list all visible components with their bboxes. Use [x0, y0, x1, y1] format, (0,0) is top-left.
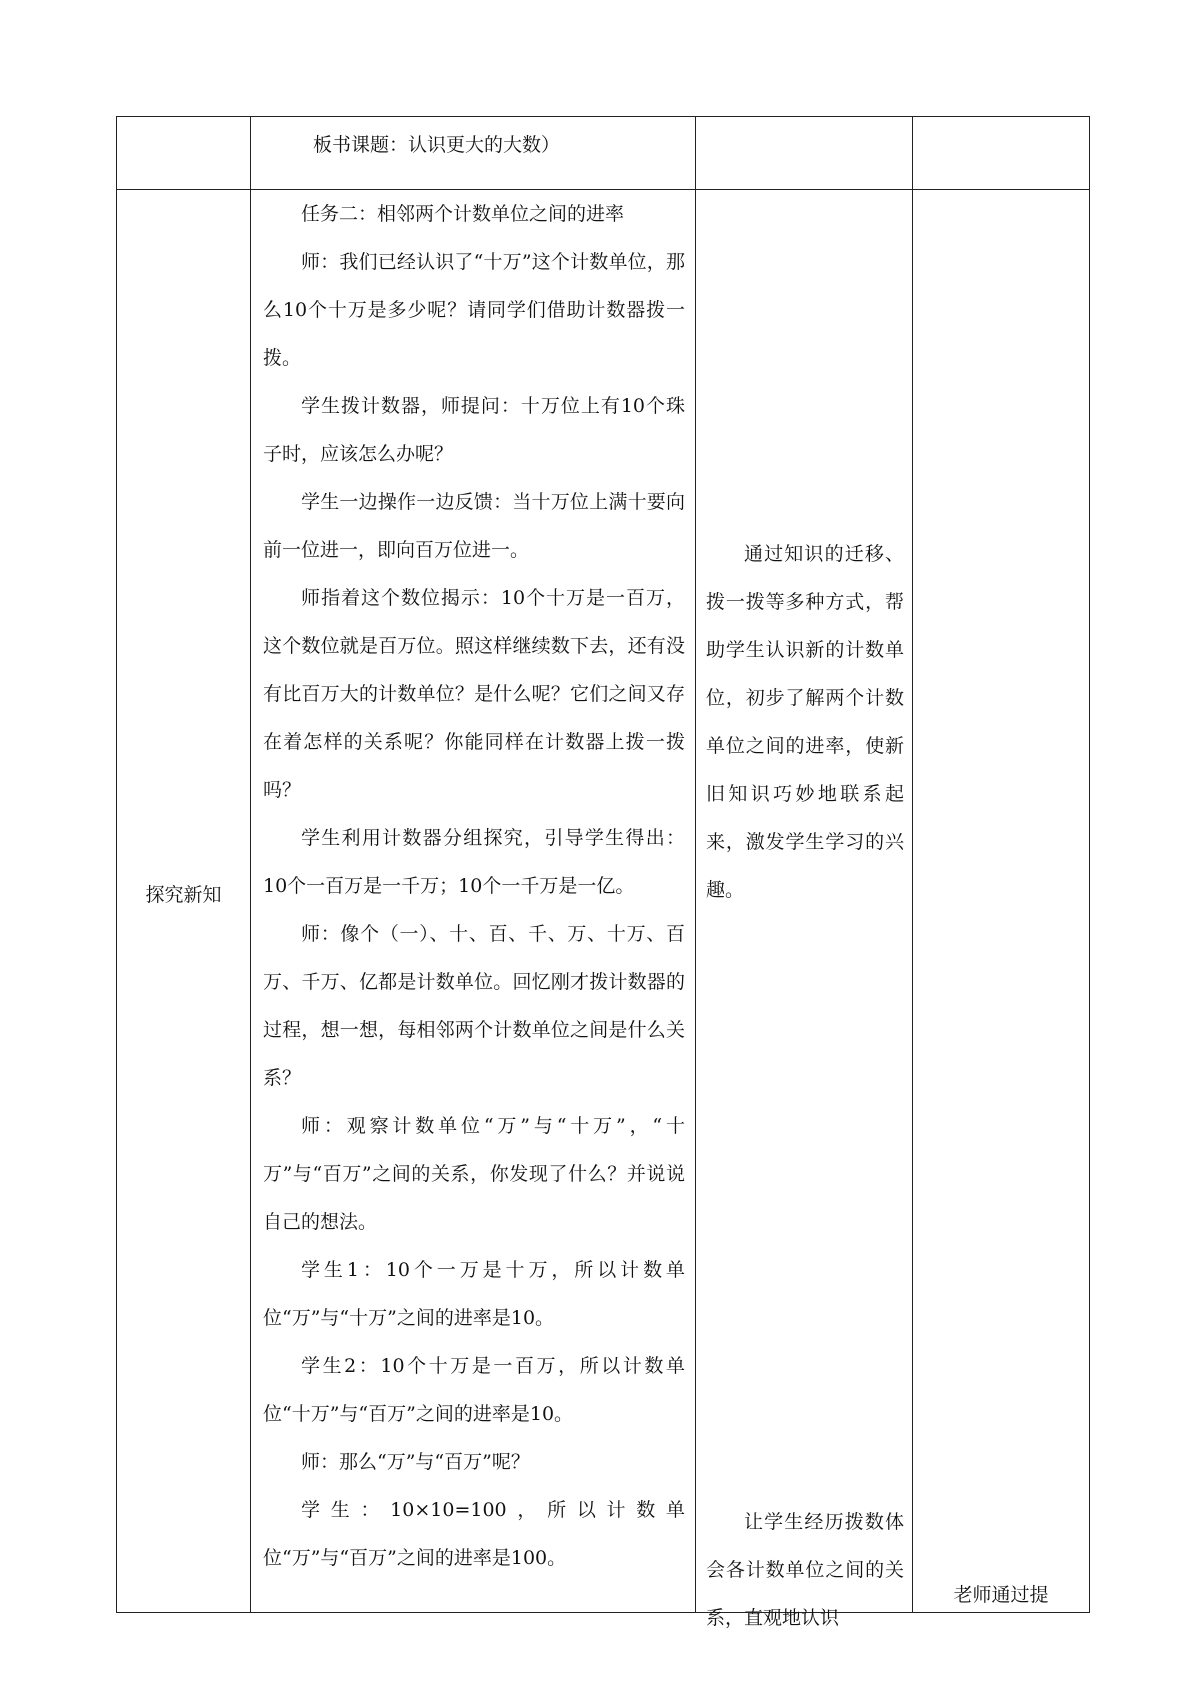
table-row	[117, 117, 1090, 190]
paragraph: 学生拨计数器，师提问：十万位上有10个珠子时，应该怎么办呢？	[263, 395, 685, 465]
paragraph: 学生2：10个十万是一百万，所以计数单位“十万”与“百万”之间的进率是10。	[263, 1355, 685, 1425]
lesson-plan-table	[116, 116, 1090, 1629]
intent-cell	[696, 117, 913, 190]
paragraph: 学生1：10个一万是十万，所以计数单位“万”与“十万”之间的进率是10。	[263, 1259, 685, 1329]
paragraph: 师：观察计数单位“万”与“十万”，“十万”与“百万”之间的关系，你发现了什么？并说说自己的想法。	[263, 1115, 685, 1233]
content-cell	[251, 117, 696, 190]
design-intent-text: 通过知识的迁移、拨一拨等多种方式，帮助学生认识新的计数单位，初步了解两个计数单位之间的进率，使新旧知识巧妙地联系起来，激发学生学习的兴趣。	[706, 543, 904, 901]
paragraph: 学生：10×10=100，所以计数单位“万”与“百万”之间的进率是100。	[263, 1499, 685, 1569]
content-cell	[251, 190, 696, 1613]
note-cell	[913, 190, 1090, 1613]
paragraph: 学生利用计数器分组探究，引导学生得出：10个一百万是一千万；10个一千万是一亿。	[263, 827, 685, 897]
paragraph: 任务二：相邻两个计数单位之间的进率	[301, 203, 625, 225]
paragraph: 师指着这个数位揭示：10个十万是一百万，这个数位就是百万位。照这样继续数下去，还有没有比百万大的计数单位？是什么呢？它们之间又存在着怎样的关系呢？你能同样在计数器上拨一拨吗？	[263, 587, 685, 801]
paragraph: 师：我们已经认识了“十万”这个计数单位，那么10个十万是多少呢？请同学们借助计数器拨一拨。	[263, 251, 685, 369]
note-text: 老师通过提	[953, 1584, 1049, 1606]
paragraph: 师：那么“万”与“百万”呢？	[301, 1451, 530, 1473]
design-intent-text: 让学生经历拨数体会各计数单位之间的关系，直观地认识	[706, 1511, 904, 1629]
paragraph: 师：像个（一）、十、百、千、万、十万、百万、千万、亿都是计数单位。回忆刚才拨计数器的过程，想一想，每相邻两个计数单位之间是什么关系？	[263, 923, 685, 1089]
table-row	[117, 190, 1090, 1613]
stage-cell	[117, 117, 251, 190]
stage-label: 探究新知	[145, 884, 222, 906]
paragraph: 学生一边操作一边反馈：当十万位上满十要向前一位进一，即向百万位进一。	[263, 491, 685, 561]
stage-cell	[117, 190, 251, 1613]
note-cell	[913, 117, 1090, 190]
board-title-text: 板书课题：认识更大的大数）	[313, 134, 561, 156]
intent-cell	[696, 190, 913, 1629]
